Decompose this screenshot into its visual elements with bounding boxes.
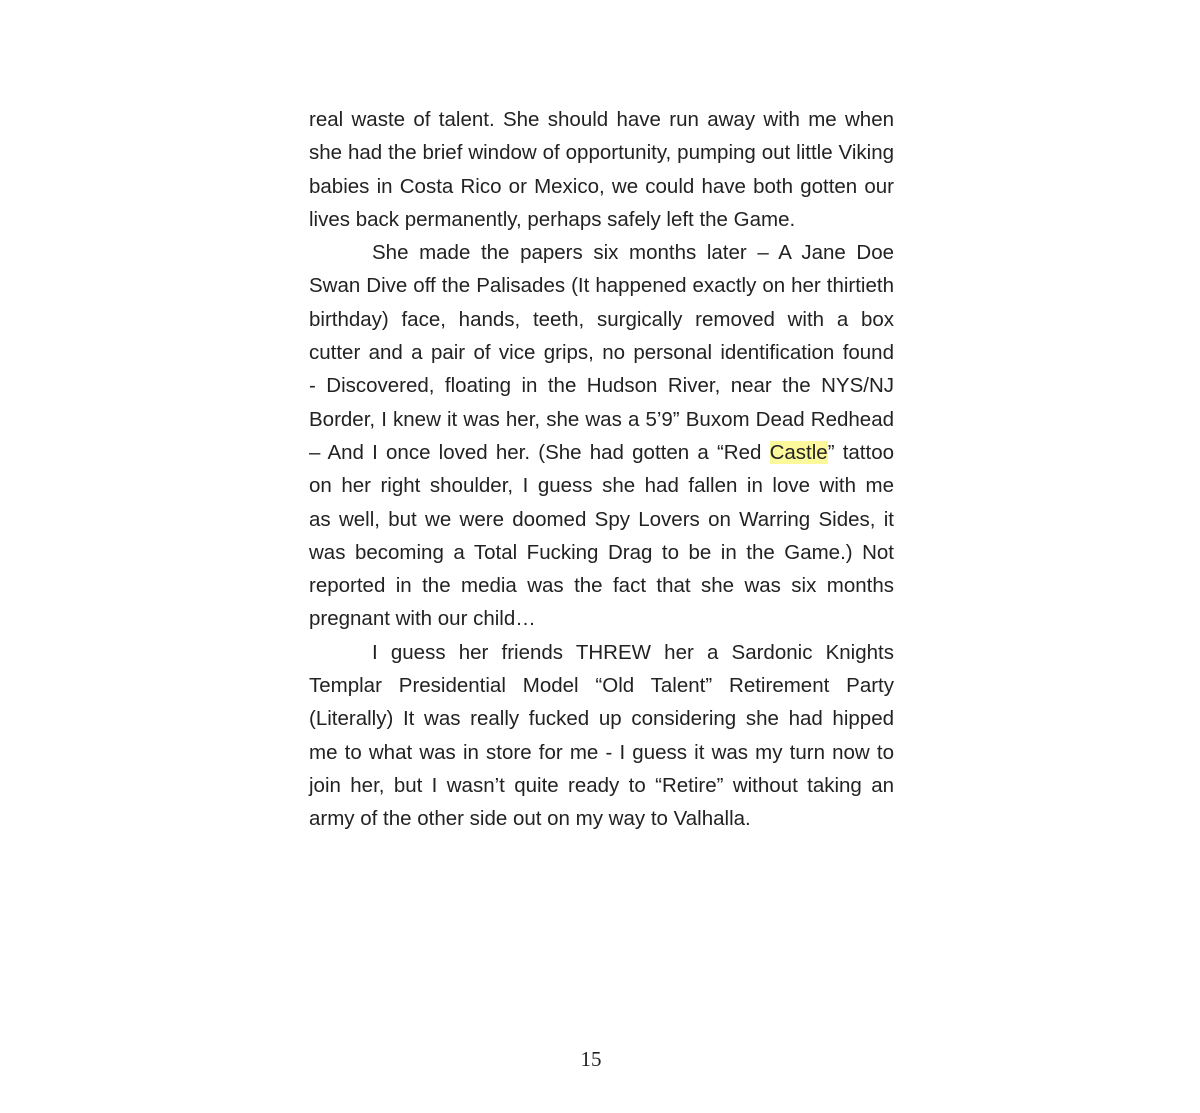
text-line: (Literally) It was really fucked up considering she had hipped <box>309 707 894 731</box>
text-line: She made the papers six months later – A Jane Doe <box>372 241 894 265</box>
text-line: pregnant with our child… <box>309 607 536 631</box>
text-line: on her right shoulder, I guess she had fallen in love with me <box>309 474 894 498</box>
text-line: Templar Presidential Model “Old Talent” Retirement Party <box>309 674 894 698</box>
text-line: me to what was in store for me - I guess it was my turn now to <box>309 740 894 764</box>
text-line: was becoming a Total Fucking Drag to be in the Game.) Not <box>309 540 894 564</box>
text-line: - Discovered, floating in the Hudson River, near the NYS/NJ <box>309 374 894 398</box>
text-line: Swan Dive off the Palisades (It happened exactly on her thirtieth <box>309 274 894 298</box>
body-text <box>309 103 894 836</box>
text-line: real waste of talent. She should have run away with me when <box>309 108 894 131</box>
text-line: she had the brief window of opportunity, pumping out little Viking <box>309 141 894 165</box>
text-line <box>309 436 894 469</box>
text-line: army of the other side out on my way to Valhalla. <box>309 807 751 831</box>
text-line: babies in Costa Rico or Mexico, we could have both gotten our <box>309 174 894 198</box>
page-number: 15 <box>580 1047 602 1071</box>
highlighted-word: Castle <box>769 440 828 464</box>
text-line: join her, but I wasn’t quite ready to “Retire” without taking an <box>309 773 894 797</box>
text-line: I guess her friends THREW her a Sardonic Knights <box>372 640 894 664</box>
text-line: Border, I knew it was her, she was a 5’9” Buxom Dead Redhead <box>309 407 894 431</box>
text-line: lives back permanently, perhaps safely left the Game. <box>309 207 796 231</box>
text-line: as well, but we were doomed Spy Lovers on Warring Sides, it <box>309 507 894 531</box>
text-segment: ” tattoo <box>827 440 894 464</box>
text-segment: – And I once loved her. (She had gotten a “Red <box>309 440 770 464</box>
text-line: cutter and a pair of vice grips, no personal identification found <box>309 341 894 365</box>
text-line: reported in the media was the fact that she was six months <box>309 574 894 598</box>
text-line: birthday) face, hands, teeth, surgically removed with a box <box>309 307 894 331</box>
